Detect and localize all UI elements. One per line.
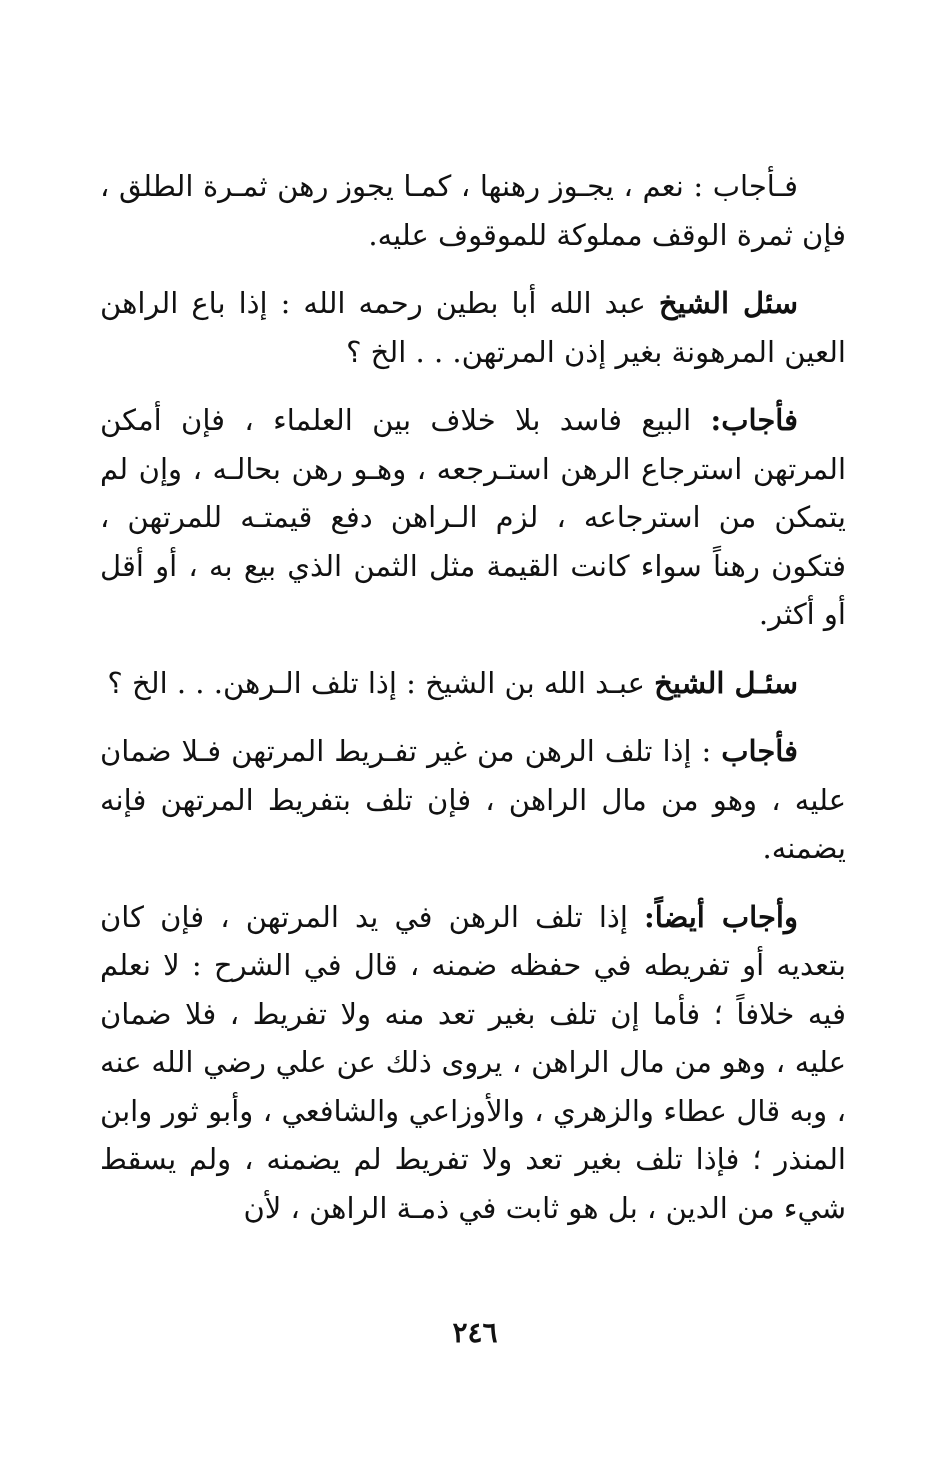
paragraph-5-lead: فأجاب: [721, 734, 798, 768]
paragraph-5: [100, 727, 846, 873]
paragraph-6-text: إذا تلف الرهن في يد المرتهن ، فإن كان بتعديه أو تفريطه في حفظه ضمنه ، قال في الشرح : لا نعلم فيه خلافاً ؛ فأما إن تلف بغير تعد منه ولا تفريط ، فلا ضمان عليه ، وهو من مال الراهن ، يروى ذلك عن علي رضي الله عنه ، وبه قال عطاء والزهري ، والأوزاعي والشافعي ، وأبو ثور وابن المنذر ؛ فإذا تلف بغير تعد ولا تفريط لم يضمنه ، ولم يسقط شيء من الدين ، بل هو ثابت في ذمـة الراهن ، لأن: [100, 899, 846, 1225]
paragraph-2-lead: سئل الشيخ: [658, 286, 798, 320]
paragraph-6: [100, 893, 846, 1233]
paragraph-2-text: عبد الله أبا بطين رحمه الله : إذا باع الراهن العين المرهونة بغير إذن المرتهن. . . الخ ؟: [100, 286, 846, 369]
paragraph-4-text: عبـد الله بن الشيخ : إذا تلف الـرهن. . . الخ ؟: [107, 665, 655, 700]
paragraph-3: [100, 396, 846, 639]
page-number: ٢٤٦: [452, 1316, 498, 1349]
paragraph-5-text: : إذا تلف الرهن من غير تفـريط المرتهن فـلا ضمان عليه ، وهو من مال الراهن ، فإن تلف بتفريط المرتهن فإنه يضمنه.: [100, 734, 846, 865]
paragraph-4-lead: سئـل الشيخ: [654, 665, 798, 700]
paragraph-6-lead: وأجاب أيضاً:: [644, 899, 798, 934]
page-body: [100, 162, 846, 1252]
paragraph-1: [100, 162, 846, 259]
paragraph-3-text: البيع فاسد بلا خلاف بين العلماء ، فإن أمكن المرتهن استرجاع الرهن استـرجعه ، وهـو رهن بحالـه ، وإن لم يتمكن من استرجاعه ، لزم الـراهن دفع قيمتـه للمرتهن ، فتكون رهناً سواء كانت القيمة مثل الثمن الذي بيع به ، أو أقل أو أكثر.: [100, 403, 846, 631]
paragraph-4: [100, 659, 846, 708]
paragraph-1-text: فـأجاب : نعم ، يجـوز رهنها ، كمـا يجوز رهن ثمـرة الطلق ، فإن ثمرة الوقف مملوكة للموقوف عليه.: [100, 169, 846, 252]
paragraph-3-lead: فأجاب:: [710, 403, 798, 437]
paragraph-2: [100, 279, 846, 376]
